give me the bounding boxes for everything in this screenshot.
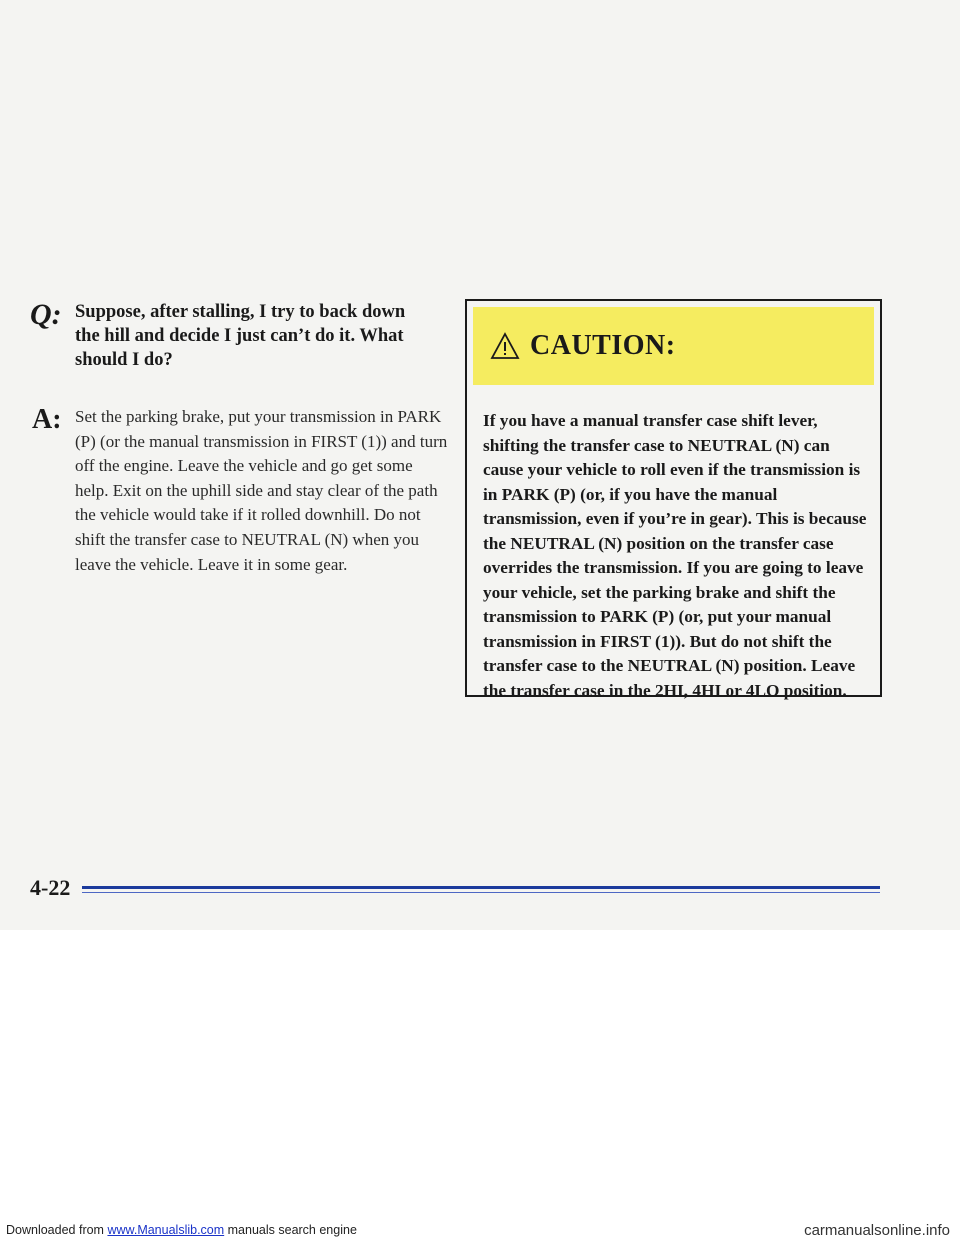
page-number: 4-22 xyxy=(30,875,71,900)
footer-suffix: manuals search engine xyxy=(224,1223,357,1237)
footer-rule xyxy=(82,886,880,889)
question-text: Suppose, after stalling, I try to back down the hill and decide I just can’t do it. What should I do? xyxy=(75,302,406,370)
caution-body-text: If you have a manual transfer case shift lever, shifting the transfer case to NEUTRAL (N) can cause your vehicle to roll even if the transmission is in PARK (P) (or, if you have the manual transmission, even if you’re in gear). This is because the NEUTRAL (N) position on the transfer case overrides the transmission. If you are going to leave your vehicle, set the parking brake and shift the transmission to PARK (P) (or, put your manual transmission in FIRST (1)). But do not shift the transfer case to the NEUTRAL (N) position. Leave the transfer case in the 2HI, 4HI or 4LO position. xyxy=(483,411,867,700)
answer-marker: A: xyxy=(32,404,62,435)
caution-title: CAUTION: xyxy=(530,330,676,361)
question-marker: Q: xyxy=(30,298,62,331)
watermark-text: carmanualsonline.info xyxy=(804,1222,950,1239)
download-footer xyxy=(6,1223,357,1237)
warning-triangle-icon xyxy=(490,332,520,360)
caution-header xyxy=(473,307,874,385)
answer-text: Set the parking brake, put your transmission in PARK (P) (or the manual transmission in FIRST (1)) and turn off the engine. Leave the vehicle and go get some help. Exit on the uphill side and stay clear of the path the vehicle would take if it rolled downhill. Do not shift the transfer case to NEUTRAL (N) when you leave the vehicle. Leave it in some gear. xyxy=(75,407,448,574)
manualslib-link[interactable]: www.Manualslib.com xyxy=(107,1223,225,1237)
caution-box xyxy=(465,299,882,700)
footer-rule-thin xyxy=(82,892,880,893)
footer-prefix: Downloaded from xyxy=(6,1223,108,1237)
